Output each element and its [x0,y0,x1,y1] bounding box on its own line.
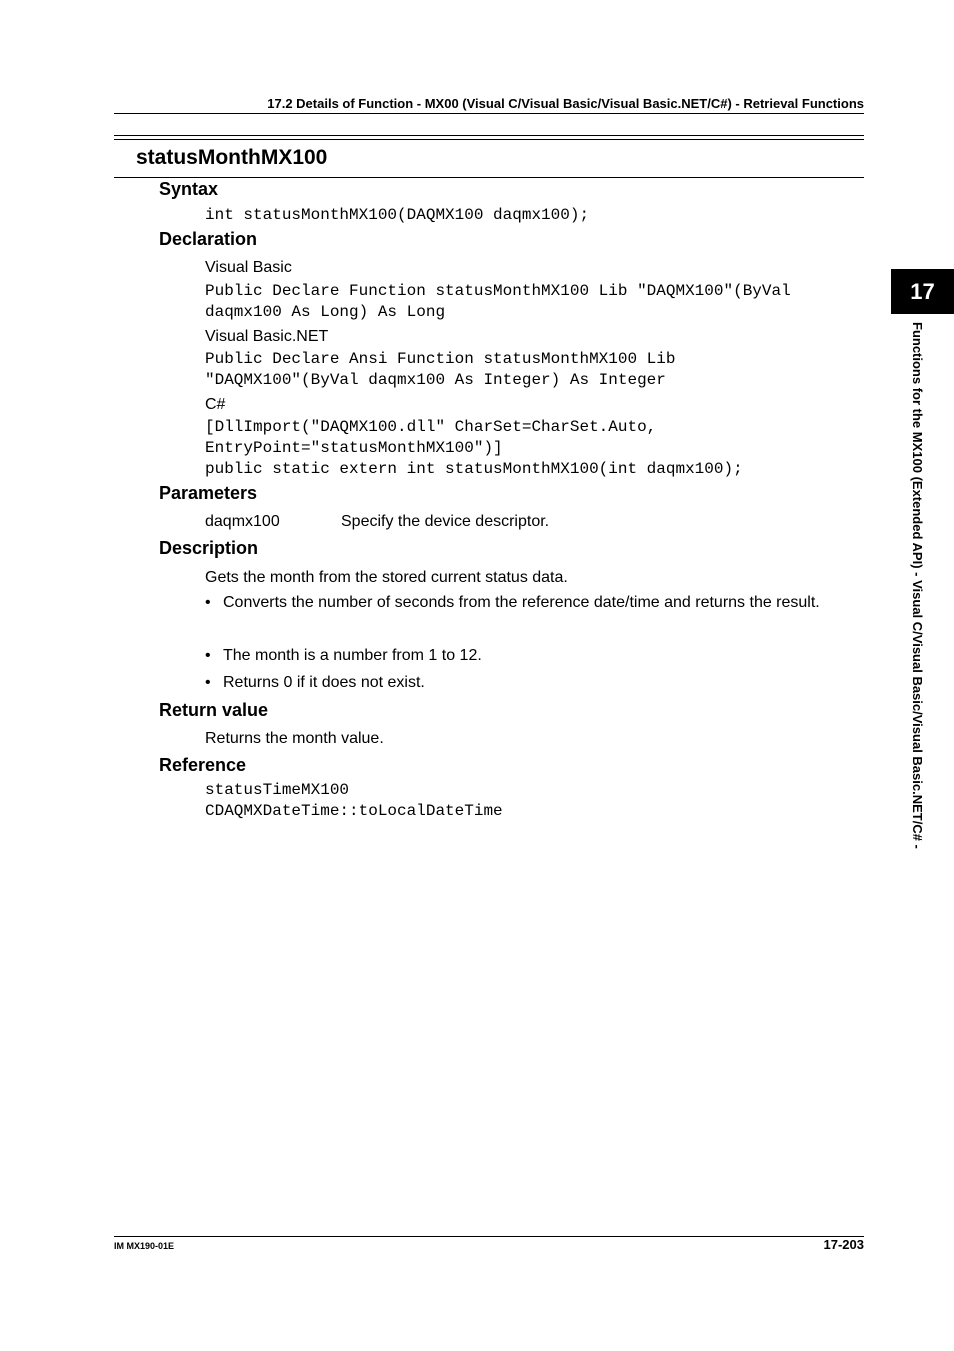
chapter-side-caption: Functions for the MX100 (Extended API) - Visual C/Visual Basic/Visual Basic.NET/C# - [910,322,925,849]
bullet-mark: • [205,647,211,664]
reference-heading: Reference [159,755,247,775]
bullet-text: The month is a number from 1 to 12. [223,647,482,664]
title-rule-bottom [114,177,864,178]
syntax-code: int statusMonthMX100(DAQMX100 daqmx100); [205,206,590,224]
syntax-heading: Syntax [159,179,219,199]
return-value-heading: Return value [159,700,269,720]
footer-rule [114,1236,864,1237]
title-rule-top-1 [114,135,864,136]
description-intro: Gets the month from the stored current status data. [205,569,568,586]
chapter-tab: 17 [891,269,954,314]
bullet-mark: • [205,674,211,691]
title-rule-top-2 [114,139,864,140]
bullet-mark: • [205,594,211,611]
bullet-text: Returns 0 if it does not exist. [223,674,425,691]
parameter-name: daqmx100 [205,513,280,530]
bullet-text: Converts the number of seconds from the reference date/time and returns the result. [223,594,820,611]
reference-code: statusTimeMX100 CDAQMXDateTime::toLocalDateTime [205,781,503,820]
return-value-text: Returns the month value. [205,730,384,747]
description-heading: Description [159,538,259,558]
vb-code: Public Declare Function statusMonthMX100 Lib "DAQMX100"(ByVal daqmx100 As Long) As Long [205,282,791,321]
header-rule [114,113,864,114]
function-title: statusMonthMX100 [136,146,328,169]
description-bullet [205,642,845,669]
vb-label: Visual Basic [205,259,292,276]
document-id: IM MX190-01E [114,1241,175,1251]
cs-code: [DllImport("DAQMX100.dll" CharSet=CharSet.Auto, EntryPoint="statusMonthMX100")] public static extern int statusMonthMX100(int daqmx100); [205,418,743,478]
cs-label: C# [205,396,226,413]
running-header: 17.2 Details of Function - MX00 (Visual C/Visual Basic/Visual Basic.NET/C#) - Retrieval Functions [267,96,864,111]
parameter-description: Specify the device descriptor. [341,513,550,530]
declaration-heading: Declaration [159,229,258,249]
vbnet-label: Visual Basic.NET [205,328,329,345]
description-bullet [205,669,845,696]
page-number: 17-203 [823,1237,864,1252]
vbnet-code: Public Declare Ansi Function statusMonthMX100 Lib "DAQMX100"(ByVal daqmx100 As Integer) As Integer [205,350,676,389]
description-bullet [205,589,845,616]
parameters-heading: Parameters [159,483,258,503]
